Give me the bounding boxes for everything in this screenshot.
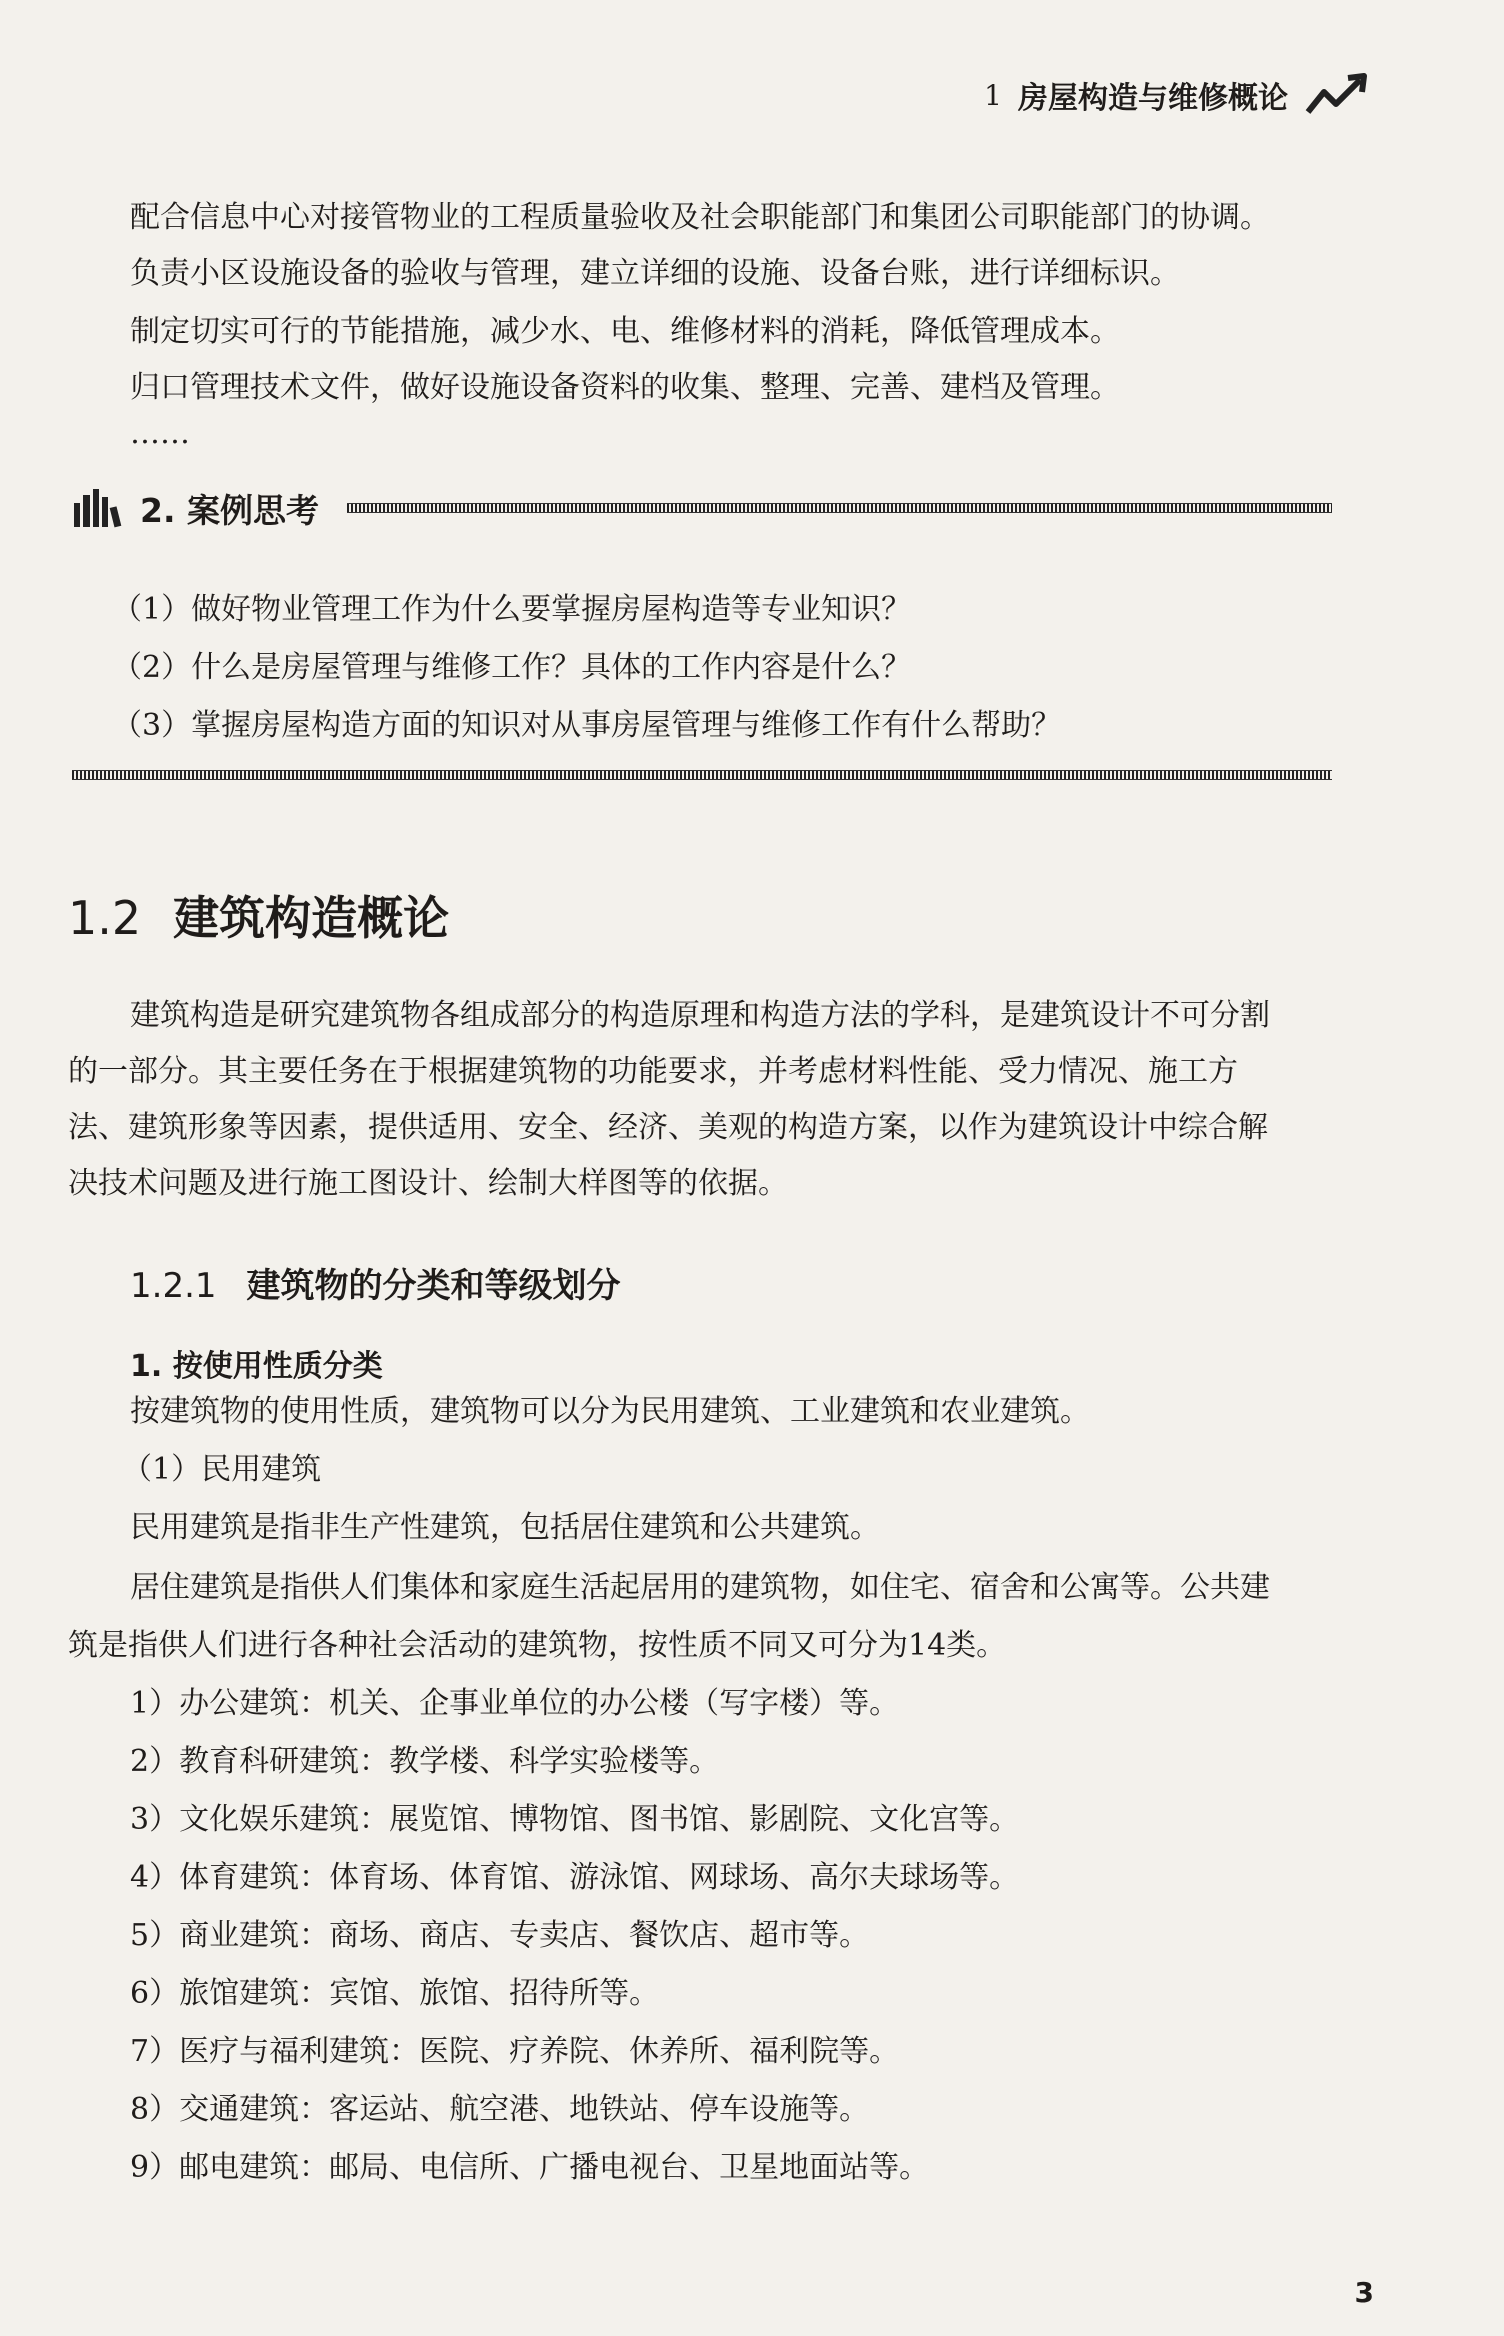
list-item: 配合信息中心对接管物业的工程质量验收及社会职能部门和集团公司职能部门的协调。 (130, 200, 1270, 235)
list-item: 制定切实可行的节能措施，减少水、电、维修材料的消耗，降低管理成本。 (130, 314, 1120, 349)
section-title (68, 882, 449, 948)
list-item: 负责小区设施设备的验收与管理，建立详细的设施、设备台账，进行详细标识。 (130, 256, 1180, 291)
subsubsection-title: 1. 按使用性质分类 (130, 1349, 383, 1384)
chapter-number: 1 (984, 78, 1002, 112)
list-item: 6）旅馆建筑：宾馆、旅馆、招待所等。 (130, 1976, 660, 2011)
paragraph-line: 按建筑物的使用性质，建筑物可以分为民用建筑、工业建筑和农业建筑。 (130, 1394, 1090, 1429)
page-number: 3 (1354, 2276, 1374, 2309)
chapter-title: 房屋构造与维修概论 (1018, 81, 1288, 116)
list-item: 3）文化娱乐建筑：展览馆、博物馆、图书馆、影剧院、文化宫等。 (130, 1802, 1020, 1837)
ellipsis: …… (130, 416, 190, 451)
subsection-title-text: 建筑物的分类和等级划分 (246, 1266, 621, 1306)
list-item: 9）邮电建筑：邮局、电信所、广播电视台、卫星地面站等。 (130, 2150, 930, 2185)
paragraph-line: 民用建筑是指非生产性建筑，包括居住建筑和公共建筑。 (130, 1510, 880, 1545)
list-item: 2）教育科研建筑：教学楼、科学实验楼等。 (130, 1744, 720, 1779)
running-header (984, 70, 1374, 120)
case-section-title: 2. 案例思考 (140, 490, 319, 530)
list-item: 8）交通建筑：客运站、航空港、地铁站、停车设施等。 (130, 2092, 870, 2127)
divider (72, 770, 1332, 780)
list-item: 归口管理技术文件，做好设施设备资料的收集、整理、完善、建档及管理。 (130, 370, 1120, 405)
trend-up-arrow-icon (1304, 70, 1374, 120)
subsection-number: 1.2.1 (130, 1266, 217, 1306)
list-item: 1）办公建筑：机关、企事业单位的办公楼（写字楼）等。 (130, 1686, 900, 1721)
list-item: 4）体育建筑：体育场、体育馆、游泳馆、网球场、高尔夫球场等。 (130, 1860, 1020, 1895)
paragraph-line: （1）民用建筑 (122, 1452, 322, 1487)
list-item: 5）商业建筑：商场、商店、专卖店、餐饮店、超市等。 (130, 1918, 870, 1953)
paragraph-line: 建筑构造是研究建筑物各组成部分的构造原理和构造方法的学科，是建筑设计不可分割 (130, 998, 1270, 1033)
paragraph-line: 的一部分。其主要任务在于根据建筑物的功能要求，并考虑材料性能、受力情况、施工方 (68, 1054, 1238, 1089)
books-icon (72, 487, 126, 529)
list-item: 7）医疗与福利建筑：医院、疗养院、休养所、福利院等。 (130, 2034, 900, 2069)
divider (347, 503, 1332, 513)
question-item: （1）做好物业管理工作为什么要掌握房屋构造等专业知识？ (112, 592, 912, 627)
question-item: （3）掌握房屋构造方面的知识对从事房屋管理与维修工作有什么帮助？ (112, 708, 1062, 743)
subsection-title (130, 1258, 621, 1307)
question-item: （2）什么是房屋管理与维修工作？具体的工作内容是什么？ (112, 650, 912, 685)
section-number: 1.2 (68, 891, 142, 945)
case-section-header (72, 484, 1332, 532)
paragraph-line: 决技术问题及进行施工图设计、绘制大样图等的依据。 (68, 1166, 788, 1201)
paragraph-line: 筑是指供人们进行各种社会活动的建筑物，按性质不同又可分为14类。 (68, 1628, 1007, 1663)
paragraph-line: 法、建筑形象等因素，提供适用、安全、经济、美观的构造方案，以作为建筑设计中综合解 (68, 1110, 1268, 1145)
paragraph-line: 居住建筑是指供人们集体和家庭生活起居用的建筑物，如住宅、宿舍和公寓等。公共建 (130, 1570, 1270, 1605)
section-title-text: 建筑构造概论 (173, 891, 450, 945)
